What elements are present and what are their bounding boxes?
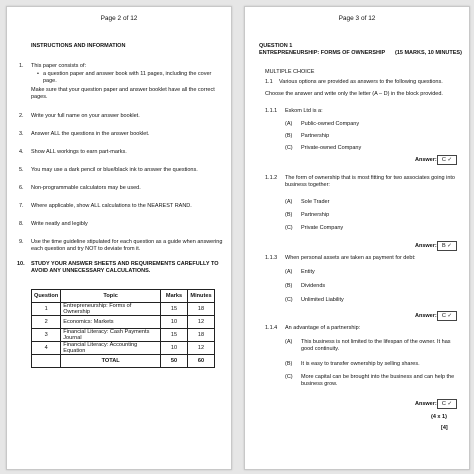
option-letter: (A): [285, 199, 293, 205]
question-number: 1.1.4: [265, 325, 278, 331]
item-text: You may use a dark pencil or blue/black ink to answer the questions.: [31, 167, 198, 173]
table-cell: 10: [161, 316, 188, 329]
total-marks: 50: [161, 355, 188, 368]
table-cell: 3: [32, 329, 61, 342]
total-marks: [4]: [441, 425, 448, 431]
option-letter: (C): [285, 225, 293, 231]
section-label: MULTIPLE CHOICE: [265, 69, 315, 75]
item-text: STUDY YOUR ANSWER SHEETS AND REQUIREMENTS CAREFULLY TO AVOID ANY UNNECESSARY CALCULATIONS.: [31, 261, 219, 274]
option-text: It is easy to transfer ownership by selling shares.: [301, 361, 420, 367]
option-letter: (C): [285, 145, 293, 151]
answer-box[interactable]: C ✓: [437, 399, 457, 409]
page-label: Page 3 of 12: [338, 15, 376, 22]
option-text: More capital can be brought into the business and can help the business grow.: [301, 374, 455, 387]
table-header-row: [32, 290, 215, 303]
time-guideline-table: [31, 289, 215, 368]
question-stem: An advantage of a partnership:: [285, 325, 361, 331]
page-2: [6, 6, 232, 470]
option-letter: (A): [285, 339, 293, 345]
intro-number: 1.1: [265, 79, 273, 85]
option-letter: (B): [285, 283, 293, 289]
item-text: Show ALL workings to earn part-marks.: [31, 149, 127, 155]
table-cell: 12: [188, 342, 215, 355]
option-letter: (A): [285, 121, 293, 127]
option-text: This business is not limited to the lifespan of the owner. It has good continuity.: [301, 339, 451, 352]
table-cell: [32, 355, 61, 368]
item-number: 3.: [19, 131, 24, 137]
item-number: 8.: [19, 221, 24, 227]
column-header: Minutes: [188, 290, 215, 303]
bullet-icon: •: [37, 71, 39, 77]
item-number: 5.: [19, 167, 24, 173]
item-text: This paper consists of:: [31, 63, 87, 69]
item-number: 6.: [19, 185, 24, 191]
table-cell: 2: [32, 316, 61, 329]
bullet-text: a question paper and answer book with 11 pages, including the cover page.: [43, 71, 212, 84]
option-letter: (B): [285, 133, 293, 139]
option-text: Sole Trader: [301, 199, 330, 205]
table-cell: Financial Literacy: Cash Payments Journal: [61, 329, 161, 342]
table-cell: Entrepreneurship: Forms of Ownership: [61, 303, 161, 316]
item-note: Make sure that your question paper and answer booklet have all the correct pages.: [31, 87, 215, 100]
option-text: Unlimited Liability: [301, 297, 344, 303]
table-cell: 15: [161, 329, 188, 342]
page-3: [244, 6, 470, 470]
answer-box[interactable]: C ✓: [437, 155, 457, 165]
question-number: 1.1.2: [265, 175, 278, 181]
question-number: 1.1.1: [265, 108, 278, 114]
item-number: 10.: [17, 261, 25, 267]
column-header: Topic: [61, 290, 161, 303]
item-text: Answer ALL the questions in the answer booklet.: [31, 131, 150, 137]
option-text: Private-owned Company: [301, 145, 362, 151]
option-letter: (C): [285, 297, 293, 303]
table-cell: 1: [32, 303, 61, 316]
table-row: [32, 316, 215, 329]
table-cell: 18: [188, 329, 215, 342]
question-subtitle: ENTREPRENEURSHIP: FORMS OF OWNERSHIP: [259, 50, 386, 56]
option-letter: (B): [285, 361, 293, 367]
answer-label: Answer:: [415, 313, 437, 319]
intro-line: Various options are provided as answers to the following questions.: [279, 79, 443, 85]
table-total-row: [32, 355, 215, 368]
table-cell: Financial Literacy: Accounting Equation: [61, 342, 161, 355]
answer-label: Answer:: [415, 401, 437, 407]
marks-time: (15 MARKS, 10 MINUTES): [395, 50, 462, 56]
total-note: (4 x 1): [431, 414, 447, 420]
total-minutes: 60: [188, 355, 215, 368]
option-letter: (A): [285, 269, 293, 275]
item-text: Non-programmable calculators may be used.: [31, 185, 141, 191]
option-text: Partnership: [301, 212, 330, 218]
item-number: 7.: [19, 203, 24, 209]
column-header: Marks: [161, 290, 188, 303]
table-cell: Economics: Markets: [61, 316, 161, 329]
item-number: 9.: [19, 239, 24, 245]
question-title: QUESTION 1: [259, 43, 293, 49]
option-text: Public-owned Company: [301, 121, 360, 127]
section-heading: INSTRUCTIONS AND INFORMATION: [31, 43, 126, 49]
intro-line: Choose the answer and write only the letter (A – D) in the block provided.: [265, 91, 443, 97]
column-header: Question: [32, 290, 61, 303]
table-cell: 18: [188, 303, 215, 316]
table-cell: 12: [188, 316, 215, 329]
question-stem: Eskom Ltd is a:: [285, 108, 323, 114]
table-cell: 10: [161, 342, 188, 355]
table-row: [32, 342, 215, 355]
option-text: Partnership: [301, 133, 330, 139]
table-cell: 15: [161, 303, 188, 316]
item-number: 2.: [19, 113, 24, 119]
item-text: Write neatly and legibly: [31, 221, 88, 227]
item-number: 4.: [19, 149, 24, 155]
answer-label: Answer:: [415, 243, 437, 249]
option-text: Private Company: [301, 225, 344, 231]
table-cell: 4: [32, 342, 61, 355]
answer-box[interactable]: B ✓: [437, 241, 457, 251]
option-text: Dividends: [301, 283, 326, 289]
question-number: 1.1.3: [265, 255, 278, 261]
item-text: Where applicable, show ALL calculations to the NEAREST RAND.: [31, 203, 192, 209]
item-text: Write your full name on your answer booklet.: [31, 113, 140, 119]
item-number: 1.: [19, 63, 24, 69]
table-row: [32, 329, 215, 342]
total-label: TOTAL: [61, 355, 161, 368]
table-row: [32, 303, 215, 316]
item-text: Use the time guideline stipulated for each question as a guide when answering each question and try NOT to deviate from it.: [31, 239, 223, 252]
option-letter: (B): [285, 212, 293, 218]
question-stem: The form of ownership that is most fitting for two associates going into business together:: [285, 175, 455, 188]
answer-label: Answer:: [415, 157, 437, 163]
page-label: Page 2 of 12: [100, 15, 138, 22]
question-stem: When personal assets are taken as payment for debt:: [285, 255, 416, 261]
option-text: Entity: [301, 269, 315, 275]
option-letter: (C): [285, 374, 293, 380]
answer-box[interactable]: C ✓: [437, 311, 457, 321]
